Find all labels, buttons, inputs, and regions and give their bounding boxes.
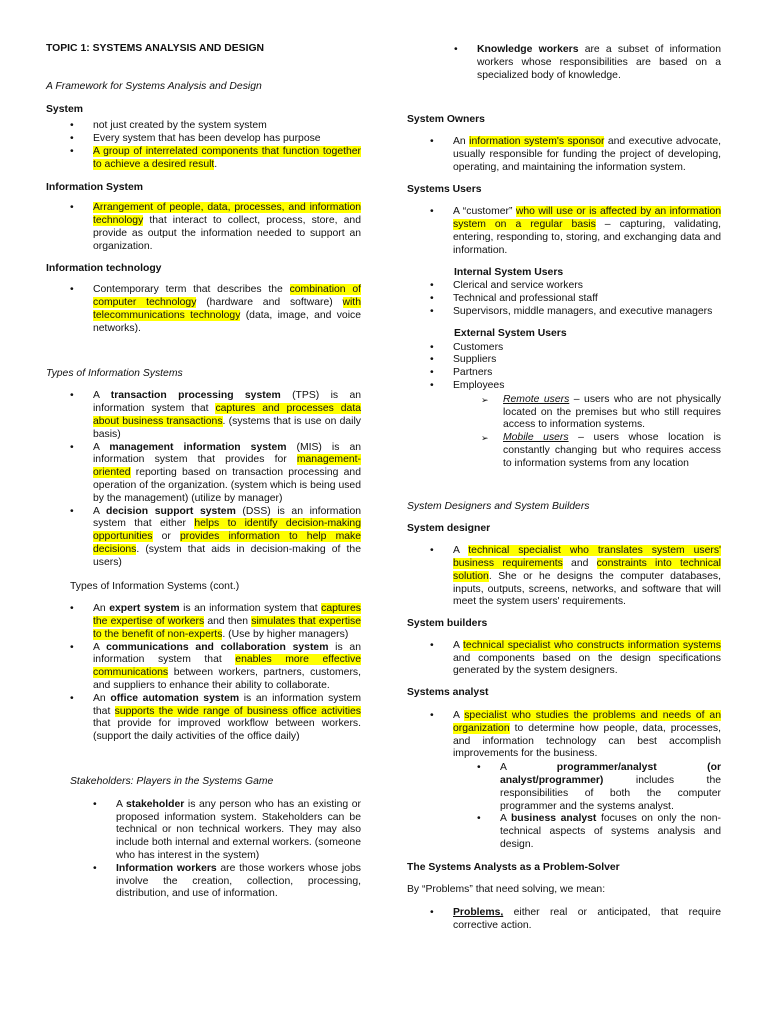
highlight: helps to identify decision-making opportunities: [93, 518, 361, 543]
highlight: management-oriented: [93, 454, 361, 479]
designers-builders-heading: System Designers and System Builders: [407, 500, 590, 512]
highlight: A group of interrelated components that function together to achieve a desired result: [93, 145, 361, 170]
system-owners-heading: System Owners: [407, 114, 485, 126]
list-item: • An expert system is an information system that captures the expertise of workers and then simulates that expertise to the benefit of non-experts. (Use by higher managers): [93, 603, 361, 641]
problem-solver-heading: The Systems Analysts as a Problem-Solver: [407, 861, 620, 873]
right-column: [407, 0, 721, 933]
list-item: • Customers: [453, 342, 721, 355]
employee-types-list: [503, 394, 721, 471]
analyst-types-list: [500, 762, 721, 852]
list-item: • A technical specialist who constructs information systems and components based on the design specifications generated by the system designers.: [453, 640, 721, 678]
framework-heading: A Framework for Systems Analysis and Design: [46, 80, 262, 92]
left-column: [46, 0, 361, 901]
types-heading: Types of Information Systems: [46, 367, 183, 379]
system-builders-list: [453, 640, 721, 678]
list-item: ➢ Mobile users – users whose location is constantly changing but who requires access to information systems from any location: [503, 432, 721, 470]
list-item: • Arrangement of people, data, processes, and information technology that interact to collect, process, store, and provide as output the information needed to support an organization.: [93, 202, 361, 253]
types-cont-list: [93, 603, 361, 744]
list-item: • Contemporary term that describes the combination of computer technology (hardware and software) with telecommunications technology (data, image, and voice networks).: [93, 284, 361, 335]
list-item: • Technical and professional staff: [453, 293, 721, 306]
list-item: • Information workers are those workers whose jobs involve the creation, collection, processing, distribution, and use of information.: [116, 863, 361, 901]
external-users-list: [453, 342, 721, 393]
system-owners-list: [453, 136, 721, 174]
list-item: • A specialist who studies the problems and needs of an organization to determine how people, data, processes, and information technology can best accomplish improvements for the business.: [453, 710, 721, 761]
system-builders-heading: System builders: [407, 618, 488, 630]
list-item: • Problems, either real or anticipated, that require corrective action.: [453, 907, 721, 933]
list-item: • A business analyst focuses on only the non-technical aspects of systems analysis and design.: [500, 813, 721, 851]
highlight: who will use or is affected by an information system on a regular basis: [453, 206, 722, 231]
highlight: enables more effective communications: [93, 654, 361, 679]
types-cont-heading: Types of Information Systems (cont.): [70, 580, 240, 592]
highlight: technical specialist who translates system users' business requirements: [453, 545, 721, 569]
types-list: [93, 390, 361, 569]
system-designer-list: [453, 545, 721, 609]
information-technology-list: [93, 284, 361, 335]
highlight: specialist who studies the problems and needs of an organization: [453, 710, 721, 734]
highlight: technical specialist who constructs information systems: [463, 639, 722, 651]
list-item: • A management information system (MIS) is an information system that provides for management-oriented reporting based on transaction processing and operation of the organization. (system which is being used by the management) (utilize by manager): [93, 442, 361, 506]
information-technology-heading: Information technology: [46, 262, 162, 274]
problem-solver-intro: By “Problems” that need solving, we mean:: [407, 883, 606, 895]
system-list: [93, 120, 361, 171]
information-system-list: [93, 202, 361, 253]
stakeholders-list: [116, 799, 361, 901]
highlight: captures and processes data about business transactions: [93, 403, 361, 427]
information-system-heading: Information System: [46, 181, 143, 193]
list-item: • Suppliers: [453, 354, 721, 367]
highlight: Arrangement of people, data, processes, and information technology: [93, 202, 361, 227]
highlight: captures the expertise of workers: [93, 603, 361, 628]
list-item: • Knowledge workers are a subset of information workers whose responsibilities are based on a specialized body of knowledge.: [477, 44, 721, 82]
highlight: with telecommunications technology: [93, 297, 361, 321]
list-item: • A transaction processing system (TPS) is an information system that captures and processes data about business transactions. (systems that is use on daily basis): [93, 390, 361, 441]
external-users-heading: External System Users: [454, 327, 567, 339]
page-title: TOPIC 1: SYSTEMS ANALYSIS AND DESIGN: [46, 43, 265, 54]
list-item: • A decision support system (DSS) is an information system that either helps to identify decision-making opportunities or provides information to help make decisions. (system that aids in decision-making of the users): [93, 506, 361, 570]
list-item: • A “customer” who will use or is affected by an information system on a regular basis – capturing, validating, entering, responding to, storing, and exchanging data and information.: [453, 206, 721, 257]
highlight: constraints into technical solution: [453, 557, 721, 582]
internal-users-list: [453, 280, 721, 318]
systems-users-heading: Systems Users: [407, 183, 482, 195]
list-item: • Clerical and service workers: [453, 280, 721, 293]
list-item: ➢ Remote users – users who are not physically located on the premises but who still requires access to information systems.: [503, 394, 721, 432]
stakeholders-heading: Stakeholders: Players in the Systems Game: [70, 776, 274, 788]
list-item: • A communications and collaboration system is an information system that enables more effective communications between workers, partners, customers, and suppliers to enhance their ability to collaborate.: [93, 642, 361, 693]
problems-list: [453, 907, 721, 933]
system-designer-heading: System designer: [407, 523, 491, 535]
highlight: provides information to help make decisions: [93, 531, 361, 555]
list-item: • An office automation system is an information system that supports the wide range of business office activities that provide for improved workflow between workers. (support the daily activities of the office daily): [93, 693, 361, 744]
list-item: • An information system's sponsor and executive advocate, usually responsible for funding the project of developing, operating, and maintaining the information system.: [453, 136, 721, 174]
highlight: combination of computer technology: [93, 284, 361, 309]
highlight: simulates that expertise to the benefit of non-experts: [93, 616, 361, 640]
list-item: • Employees: [453, 380, 721, 393]
list-item: • not just created by the system system: [93, 120, 361, 133]
list-item: • A technical specialist who translates system users' business requirements and constraints into technical solution. She or he designs the computer databases, inputs, outputs, screens, networks, and software that will meet the system users' requirements.: [453, 545, 721, 609]
list-item: • A group of interrelated components that function together to achieve a desired result.: [93, 146, 361, 172]
internal-users-heading: Internal System Users: [454, 266, 564, 278]
list-item: • Every system that has been develop has purpose: [93, 133, 361, 146]
knowledge-list: [477, 44, 721, 82]
list-item: • Partners: [453, 367, 721, 380]
systems-users-list: [453, 206, 721, 257]
systems-analyst-list: [453, 710, 721, 761]
highlight: information system's sponsor: [469, 136, 605, 148]
systems-analyst-heading: Systems analyst: [407, 687, 489, 699]
list-item: • Supervisors, middle managers, and executive managers: [453, 306, 721, 319]
system-heading: System: [46, 103, 83, 115]
highlight: supports the wide range of business office activities: [114, 705, 362, 717]
list-item: • A stakeholder is any person who has an existing or proposed information system. Stakeholders can be technical or non technical workers. They may also include both internal and external workers. (someone who has interest in the system): [116, 799, 361, 863]
list-item: • A programmer/analyst (or analyst/programmer) includes the responsibilities of both the computer programmer and the systems analyst.: [500, 762, 721, 813]
